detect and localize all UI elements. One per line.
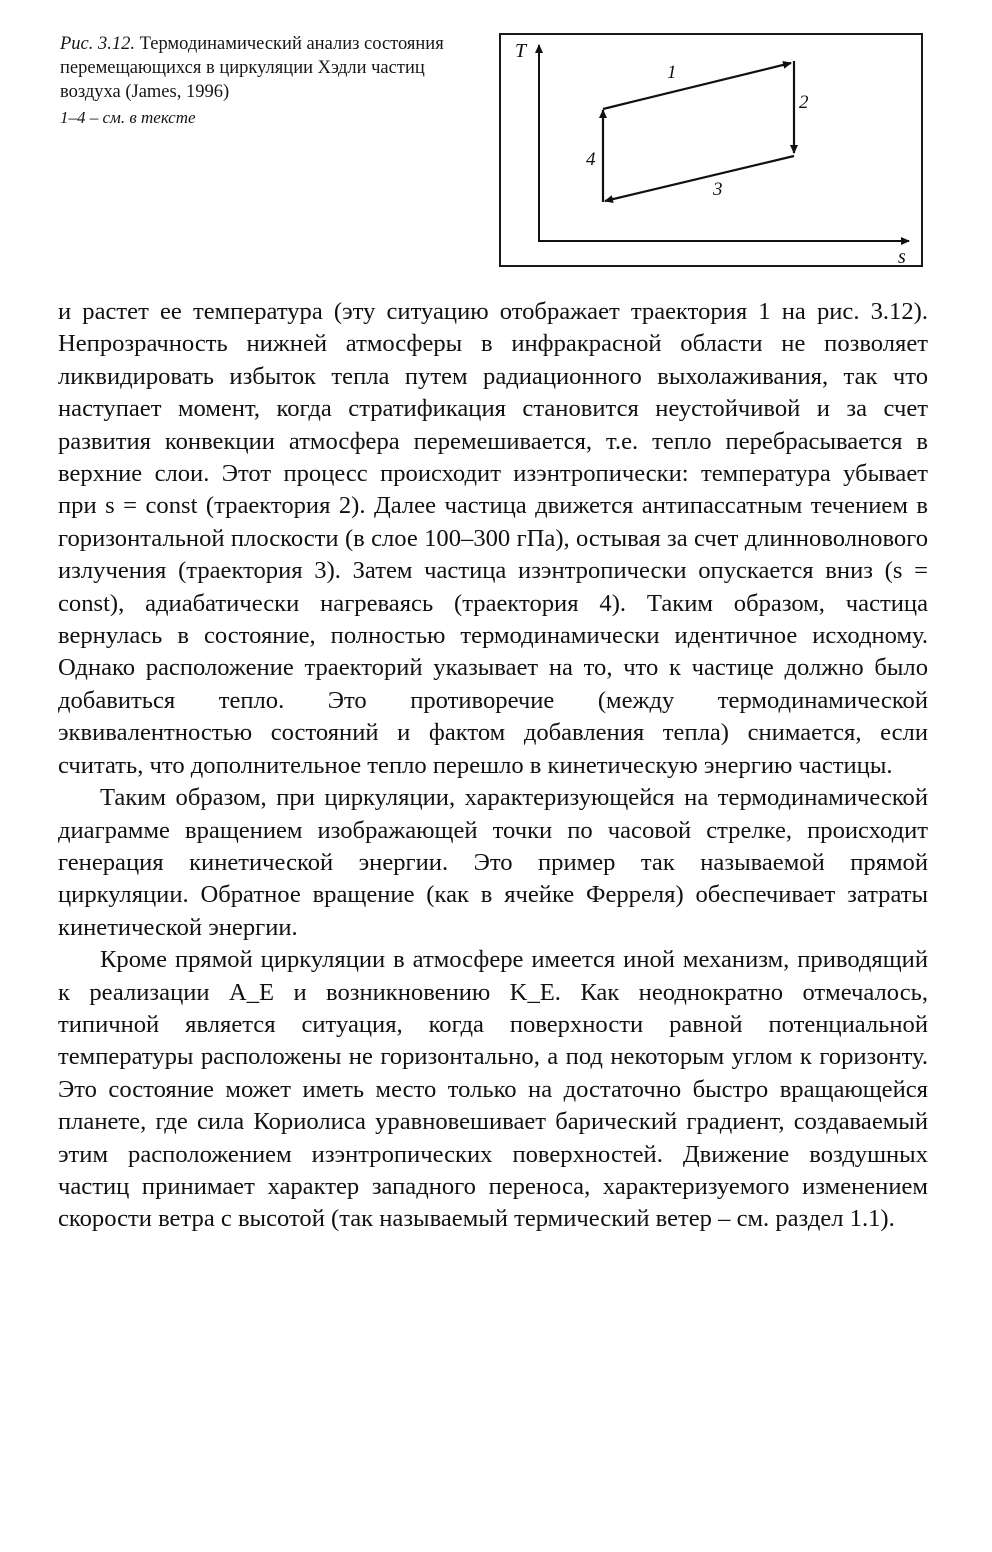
figure-caption xyxy=(60,32,480,130)
paragraph-1: и растет ее температура (эту ситуацию отображает траектория 1 на рис. 3.12). Непрозрачность нижней атмосферы в инфракрасной области не позволяет ликвидировать избыток тепла путем радиационного выхолаживания, так что наступает момент, когда стратификация становится неустойчивой и за счет развития конвекции атмосфера перемешивается, т.е. тепло перебрасывается в верхние слои. Этот процесс происходит изэнтропически: температура убывает при s = const (траектория 2). Далее частица движется антипассатным течением в горизонтальной плоскости (в слое 100–300 гПа), остывая за счет длинноволнового излучения (траектория 3). Затем частица изэнтропически опускается вниз (s = const), адиабатически нагреваясь (траектория 4). Таким образом, частица вернулась в состояние, полностью термодинамически идентичное исходному. Однако расположение траекторий указывает на то, что к частице должно было добавиться тепло. Это противоречие (между термодинамической эквивалентностью состояний и фактом добавления тепла) снимается, если считать, что дополнительное тепло перешло в кинетическую энергию частицы. xyxy=(58,298,928,779)
x-axis-label: s xyxy=(898,246,906,265)
body-text xyxy=(58,296,928,1236)
trajectory-3 xyxy=(605,156,794,201)
trajectory-4-label: 4 xyxy=(586,149,596,170)
trajectory-1-label: 1 xyxy=(667,62,677,83)
paragraph-3: Кроме прямой циркуляции в атмосфере имеется иной механизм, приводящий к реализации A_E и возникновению K_E. Как неоднократно отмечалось, типичной является ситуация, когда поверхности равной потенциальной температуры расположены не горизонтально, а под некоторым углом к горизонту. Это состояние может иметь место только на достаточно быстро вращающейся планете, где сила Кориолиса уравновешивает барический градиент, создаваемый этим расположением изэнтропических поверхностей. Движение воздушных частиц принимает характер западного переноса, характеризуемого изменением скорости ветра с высотой (так называемый термический ветер – см. раздел 1.1). xyxy=(58,946,928,1233)
ts-diagram-svg xyxy=(501,35,921,265)
trajectory-3-label: 3 xyxy=(713,179,723,200)
caption-note: 1–4 – см. в тексте xyxy=(60,108,196,127)
paragraph-2: Таким образом, при циркуляции, характеризующейся на термодинамической диаграмме вращением изображающей точки по часовой стрелке, происходит генерация кинетической энергии. Это пример так называемой прямой циркуляции. Обратное вращение (как в ячейке Ферреля) обеспечивает затраты кинетической энергии. xyxy=(58,784,928,941)
ts-diagram xyxy=(499,33,923,267)
trajectory-2-label: 2 xyxy=(799,92,809,113)
y-axis-label: T xyxy=(515,40,527,62)
trajectory-1 xyxy=(603,63,791,109)
caption-text: Термодинамический анализ состояния перемещающихся в циркуляции Хэдли частиц воздуха (James, 1996) xyxy=(60,34,444,102)
caption-label: Рис. 3.12. xyxy=(60,34,136,54)
